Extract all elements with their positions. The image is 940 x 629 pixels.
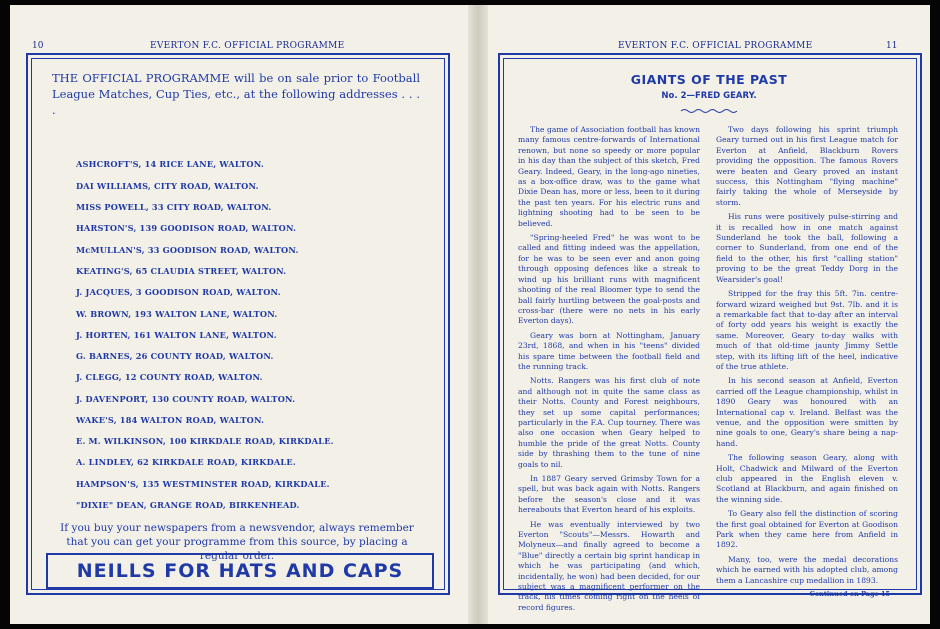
paragraph: Many, too, were the medal decorations which he earned with his adopted club, among them a Lancashire cup medallion in 1893. [716, 554, 898, 585]
address-line: HAMPSON'S, 135 WESTMINSTER ROAD, KIRKDALE. [76, 479, 330, 489]
paragraph: His runs were positively pulse-stirring and it is recalled how in one match against Sunderland he took the ball, following a corner to Sunderland, from one end of the field to the other, his first "calling station" proving to be the great Teddy Dorg in the Wearsider's goal! [716, 212, 898, 284]
left-page-number: 10 [32, 41, 44, 51]
right-running-head: EVERTON F.C. OFFICIAL PROGRAMME [618, 41, 813, 51]
article-title: GIANTS OF THE PAST [630, 72, 788, 87]
page-gutter [468, 5, 488, 624]
address-line: KEATING'S, 65 CLAUDIA STREET, WALTON. [76, 266, 287, 276]
address-line: HARSTON'S, 139 GOODISON ROAD, WALTON. [76, 223, 297, 233]
address-line: E. M. WILKINSON, 100 KIRKDALE ROAD, KIRKDALE. [76, 436, 334, 446]
right-page-number: 11 [886, 41, 898, 51]
address-line: J. CLEGG, 12 COUNTY ROAD, WALTON. [76, 372, 263, 382]
paragraph: Notts. Rangers was his first club of note and although not in quite the same class as their Notts. County and Forest neighbours, they set up some capital performances; particularly in the F.A. Cup tourney. There was also one occasion when Geary helped to humble the pride of the great Notts. County side by thrashing them to the tune of nine goals to nil. [518, 376, 700, 469]
wavy-rule-icon [681, 108, 737, 114]
paragraph: In his second season at Anfield, Everton carried off the League championship, whilst in 1890 Geary was honoured with an International cap v. Ireland. Belfast was the venue, and the opposition were smitten by nine goals to one, Geary's share being a nap-hand. [716, 376, 898, 448]
advert-box [46, 553, 434, 589]
paragraph: Two days following his sprint triumph Geary turned out in his first League match for Everton at Anfield, Blackburn Rovers providing the opposition. The famous Rovers were beaten and Geary proved an instant success, this Nottingham "flying machine" fairly taking the whole of Merseyside by storm. [716, 125, 898, 207]
address-line: ASHCROFT'S, 14 RICE LANE, WALTON. [76, 159, 264, 169]
paragraph: The following season Geary, along with Holt, Chadwick and Milward of the Everton club appeared in the English eleven v. Scotland at Blackburn, and again finished on the winning side. [716, 453, 898, 504]
paragraph: The game of Association football has known many famous centre-forwards of International renown, but none so speedy or more popular in his day than the subject of this sketch, Fred Geary. Indeed, Geary, in the long-ago nineties, as a box-office draw, was to the game what Dixie Dean has, more or less, been to it during the past ten years. For his electric runs and lightning shooting had to be seen to be believed. [518, 125, 700, 228]
paragraph: To Geary also fell the distinction of scoring the first goal obtained for Everton at Goodison Park when they came here from Anfield in 1892. [716, 509, 898, 550]
paragraph: Geary was born at Nottingham, January 23rd, 1868, and when in his "teens" divided his spare time between the football field and the running track. [518, 330, 700, 371]
right-page [488, 5, 930, 624]
address-line: McMULLAN'S, 33 GOODISON ROAD, WALTON. [76, 245, 299, 255]
article-subtitle: No. 2—FRED GEARY. [661, 91, 757, 101]
left-page [10, 5, 468, 624]
continued-note: Continued on Page 15 [809, 590, 890, 598]
address-line: J. JACQUES, 3 GOODISON ROAD, WALTON. [76, 287, 281, 297]
address-line: A. LINDLEY, 62 KIRKDALE ROAD, KIRKDALE. [76, 457, 296, 467]
advert-text: NEILLS FOR HATS AND CAPS [76, 560, 404, 582]
article-column-2 [716, 125, 898, 585]
address-line: G. BARNES, 26 COUNTY ROAD, WALTON. [76, 351, 274, 361]
address-line: MISS POWELL, 33 CITY ROAD, WALTON. [76, 202, 272, 212]
paragraph: He was eventually interviewed by two Everton "Scouts"—Messrs. Howarth and Molyneux—and finally agreed to become a "Blue" directly a certain big sprint handicap in which he was participating (and which, incidentally, he won) had been decided, for our subject was a magnificent performer on the track, his times coming right on the heels of record figures. [518, 519, 700, 612]
address-line: J. HORTEN, 161 WALTON LANE, WALTON. [76, 330, 277, 340]
address-line: WAKE'S, 184 WALTON ROAD, WALTON. [76, 415, 265, 425]
paragraph: In 1887 Geary served Grimsby Town for a spell, but was back again with Notts. Rangers before the season's close and it was hereabouts that Everton heard of his exploits. [518, 474, 700, 515]
paragraph: "Spring-heeled Fred" he was wont to be called and fitting indeed was the appellation, for he was to be seen ever and anon going through opposing defences like a streak to wind up his brilliant runs with magnificent shooting of the real Bloomer type to send the ball fairly hurtling between the goal-posts and cross-bar (there were no nets in his early Everton days). [518, 233, 700, 326]
paragraph: Stripped for the fray this 5ft. 7in. centre-forward wizard weighed but 9st. 7lb. and it is a remarkable fact that to-day after an interval of forty odd years his weight is exactly the same. Moreover, Geary to-day walks with much of that old-time jaunty Jimmy Settle step, with its lifting lift of the heel, indicative of the true athlete. [716, 289, 898, 371]
article-column-1 [518, 125, 700, 612]
programme-intro: THE OFFICIAL PROGRAMME will be on sale prior to Football League Matches, Cup Ties, etc., at the following addresses . . . . [52, 71, 420, 117]
address-line: W. BROWN, 193 WALTON LANE, WALTON. [76, 309, 278, 319]
newsvendor-note: If you buy your newspapers from a newsvendor, always remember that you can get your programme from this source, by placing a regular order. [60, 522, 414, 562]
address-line: J. DAVENPORT, 130 COUNTY ROAD, WALTON. [76, 394, 296, 404]
address-line: DAI WILLIAMS, CITY ROAD, WALTON. [76, 181, 259, 191]
address-line: "DIXIE" DEAN, GRANGE ROAD, BIRKENHEAD. [76, 500, 300, 510]
left-page-border [26, 53, 450, 595]
programme-spread [10, 5, 930, 624]
left-running-head: EVERTON F.C. OFFICIAL PROGRAMME [150, 41, 345, 51]
